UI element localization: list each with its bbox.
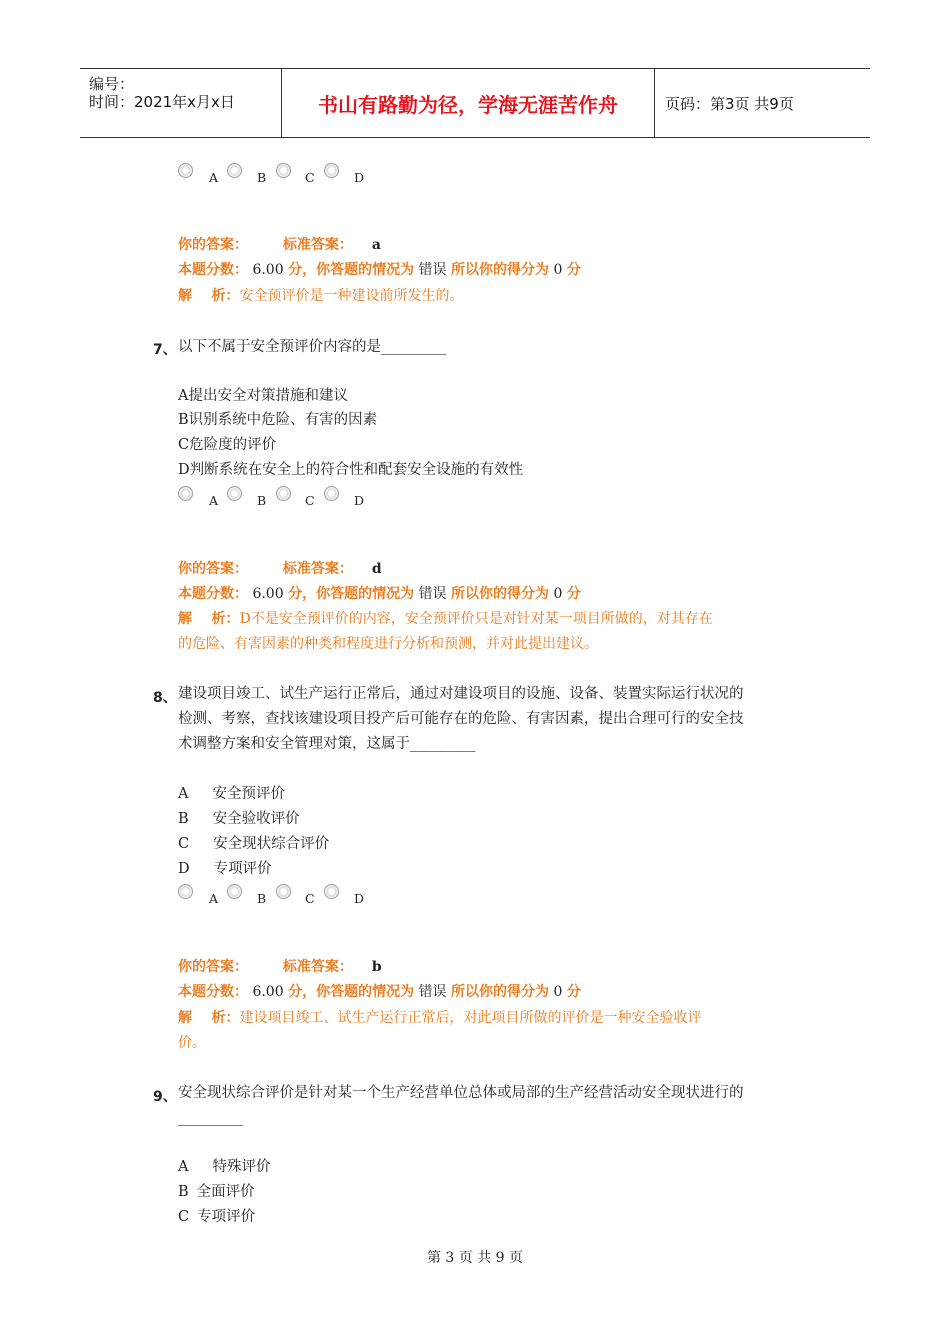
radio-label: A	[209, 891, 219, 906]
score-label: 本题分数：	[178, 586, 248, 602]
score-label: 本题分数：	[178, 984, 248, 1000]
radio-label: C	[305, 170, 315, 185]
q8-radio-b[interactable]	[227, 884, 242, 899]
option-text: 专项评价	[213, 861, 272, 877]
analysis-label: 解 析：	[178, 288, 240, 304]
q8-option-b	[178, 807, 300, 832]
q7-score-line	[178, 584, 581, 604]
q8-option-d	[178, 857, 272, 882]
option-letter: A	[178, 786, 189, 802]
std-answer-value: a	[371, 237, 381, 253]
std-answer-label: 标准答案：	[282, 561, 353, 577]
q7-radio-b[interactable]	[227, 486, 242, 501]
std-answer-label: 标准答案：	[282, 959, 353, 975]
option-text: 专项评价	[197, 1209, 256, 1225]
q8-analysis	[178, 1008, 702, 1028]
option-letter: C	[178, 836, 190, 852]
q6-radio-b[interactable]	[227, 163, 242, 178]
result-label: 所以你的得分为	[450, 262, 549, 278]
header-meta	[80, 69, 280, 137]
q7-analysis-cont: 的危险、有害因素的种类和程度进行分析和预测，并对此提出建议。	[178, 636, 598, 652]
q7-radio-group	[178, 486, 378, 508]
doc-number-label: 编号：	[89, 75, 135, 93]
analysis-text: 建设项目竣工、试生产运行正常后，对此项目所做的评价是一种安全验收评	[239, 1010, 702, 1026]
q8-score-line	[178, 982, 581, 1002]
q6-analysis	[178, 286, 464, 306]
q7-analysis	[178, 609, 713, 629]
q9-text-line2: _________	[178, 1110, 244, 1126]
header-divider	[654, 69, 655, 137]
q6-radio-a[interactable]	[178, 163, 193, 178]
option-text: 特殊评价	[212, 1159, 271, 1175]
header-page-info: 页码：第3页 共9页	[665, 95, 794, 113]
std-answer-label: 标准答案：	[282, 237, 353, 253]
option-letter: B	[178, 1184, 189, 1200]
score-mid: 分，你答题的情况为	[288, 262, 415, 278]
status-value: 错误	[418, 984, 447, 1000]
option-letter: B	[178, 811, 189, 827]
option-text: 安全验收评价	[212, 811, 300, 827]
q8-radio-c[interactable]	[276, 884, 291, 899]
radio-label: B	[257, 170, 267, 185]
result-value: 0	[553, 984, 563, 1000]
q9-option-c	[178, 1205, 255, 1230]
your-answer-label: 你的答案：	[178, 561, 248, 577]
result-unit: 分	[566, 586, 581, 602]
result-value: 0	[553, 262, 563, 278]
question-number: 7、	[153, 342, 177, 358]
q7-option-b: B识别系统中危险、有害的因素	[178, 412, 378, 428]
q8-radio-group	[178, 884, 378, 906]
option-letter: C	[178, 1209, 190, 1225]
q9-text-line1: 安全现状综合评价是针对某一个生产经营单位总体或局部的生产经营活动安全现状进行的	[178, 1085, 744, 1101]
q9-option-b	[178, 1180, 255, 1205]
q8-option-c	[178, 832, 329, 857]
your-answer-label: 你的答案：	[178, 237, 248, 253]
q8-radio-d[interactable]	[324, 884, 339, 899]
q9-option-a	[178, 1155, 270, 1180]
result-unit: 分	[566, 984, 581, 1000]
score-mid: 分，你答题的情况为	[288, 984, 415, 1000]
q6-radio-group	[178, 163, 378, 185]
q8-text-line1: 建设项目竣工、试生产运行正常后，通过对建设项目的设施、设备、装置实际运行状况的	[178, 686, 744, 702]
radio-label: A	[209, 493, 219, 508]
result-value: 0	[553, 586, 563, 602]
doc-time-label: 时间：2021年x月x日	[89, 93, 235, 111]
analysis-text: 安全预评价是一种建设前所发生的。	[239, 288, 464, 304]
analysis-label: 解 析：	[178, 1010, 240, 1026]
radio-label: C	[305, 891, 315, 906]
radio-label: D	[354, 891, 365, 906]
q8-radio-a[interactable]	[178, 884, 193, 899]
q6-radio-d[interactable]	[324, 163, 339, 178]
std-answer-value: b	[371, 959, 382, 975]
score-mid: 分，你答题的情况为	[288, 586, 415, 602]
radio-label: B	[257, 493, 267, 508]
analysis-label: 解 析：	[178, 611, 240, 627]
q7-radio-a[interactable]	[178, 486, 193, 501]
q8-option-a	[178, 782, 285, 807]
q7-text: 以下不属于安全预评价内容的是_________	[178, 339, 447, 355]
q7-radio-d[interactable]	[324, 486, 339, 501]
radio-label: B	[257, 891, 267, 906]
std-answer-value: d	[371, 561, 382, 577]
q6-answer-line	[178, 235, 381, 255]
q7-option-a: A提出安全对策措施和建议	[178, 388, 348, 404]
option-letter: D	[178, 861, 190, 877]
q7-option-d: D判断系统在安全上的符合性和配套安全设施的有效性	[178, 462, 524, 478]
result-unit: 分	[566, 262, 581, 278]
q6-score-line	[178, 260, 581, 280]
q8-answer-line	[178, 957, 382, 977]
header-motto: 书山有路勤为径，学海无涯苦作舟	[318, 93, 618, 117]
q8-analysis-cont: 价。	[178, 1035, 206, 1051]
score-value: 6.00	[252, 262, 284, 278]
radio-label: D	[354, 170, 365, 185]
q7-answer-line	[178, 559, 382, 579]
q7-radio-c[interactable]	[276, 486, 291, 501]
q8-text-line2: 检测、考察，查找该建设项目投产后可能存在的危险、有害因素，提出合理可行的安全技	[178, 711, 744, 727]
page-footer: 第 3 页 共 9 页	[426, 1250, 524, 1266]
option-text: 安全现状综合评价	[213, 836, 330, 852]
option-text: 全面评价	[196, 1184, 255, 1200]
your-answer-label: 你的答案：	[178, 959, 248, 975]
status-value: 错误	[418, 262, 447, 278]
radio-label: A	[209, 170, 219, 185]
score-value: 6.00	[252, 984, 284, 1000]
score-label: 本题分数：	[178, 262, 248, 278]
result-label: 所以你的得分为	[450, 586, 549, 602]
result-label: 所以你的得分为	[450, 984, 549, 1000]
analysis-text: D不是安全预评价的内容，安全预评价只是对针对某一项目所做的，对其存在	[239, 611, 713, 627]
page-header	[80, 68, 870, 138]
q7-option-c: C危险度的评价	[178, 437, 277, 453]
radio-label: D	[354, 493, 365, 508]
q6-radio-c[interactable]	[276, 163, 291, 178]
status-value: 错误	[418, 586, 447, 602]
score-value: 6.00	[252, 586, 284, 602]
question-number: 8、	[153, 690, 177, 706]
question-number: 9、	[153, 1089, 177, 1105]
option-letter: A	[178, 1159, 189, 1175]
q8-text-line3: 术调整方案和安全管理对策，这属于_________	[178, 736, 476, 752]
option-text: 安全预评价	[212, 786, 285, 802]
radio-label: C	[305, 493, 315, 508]
